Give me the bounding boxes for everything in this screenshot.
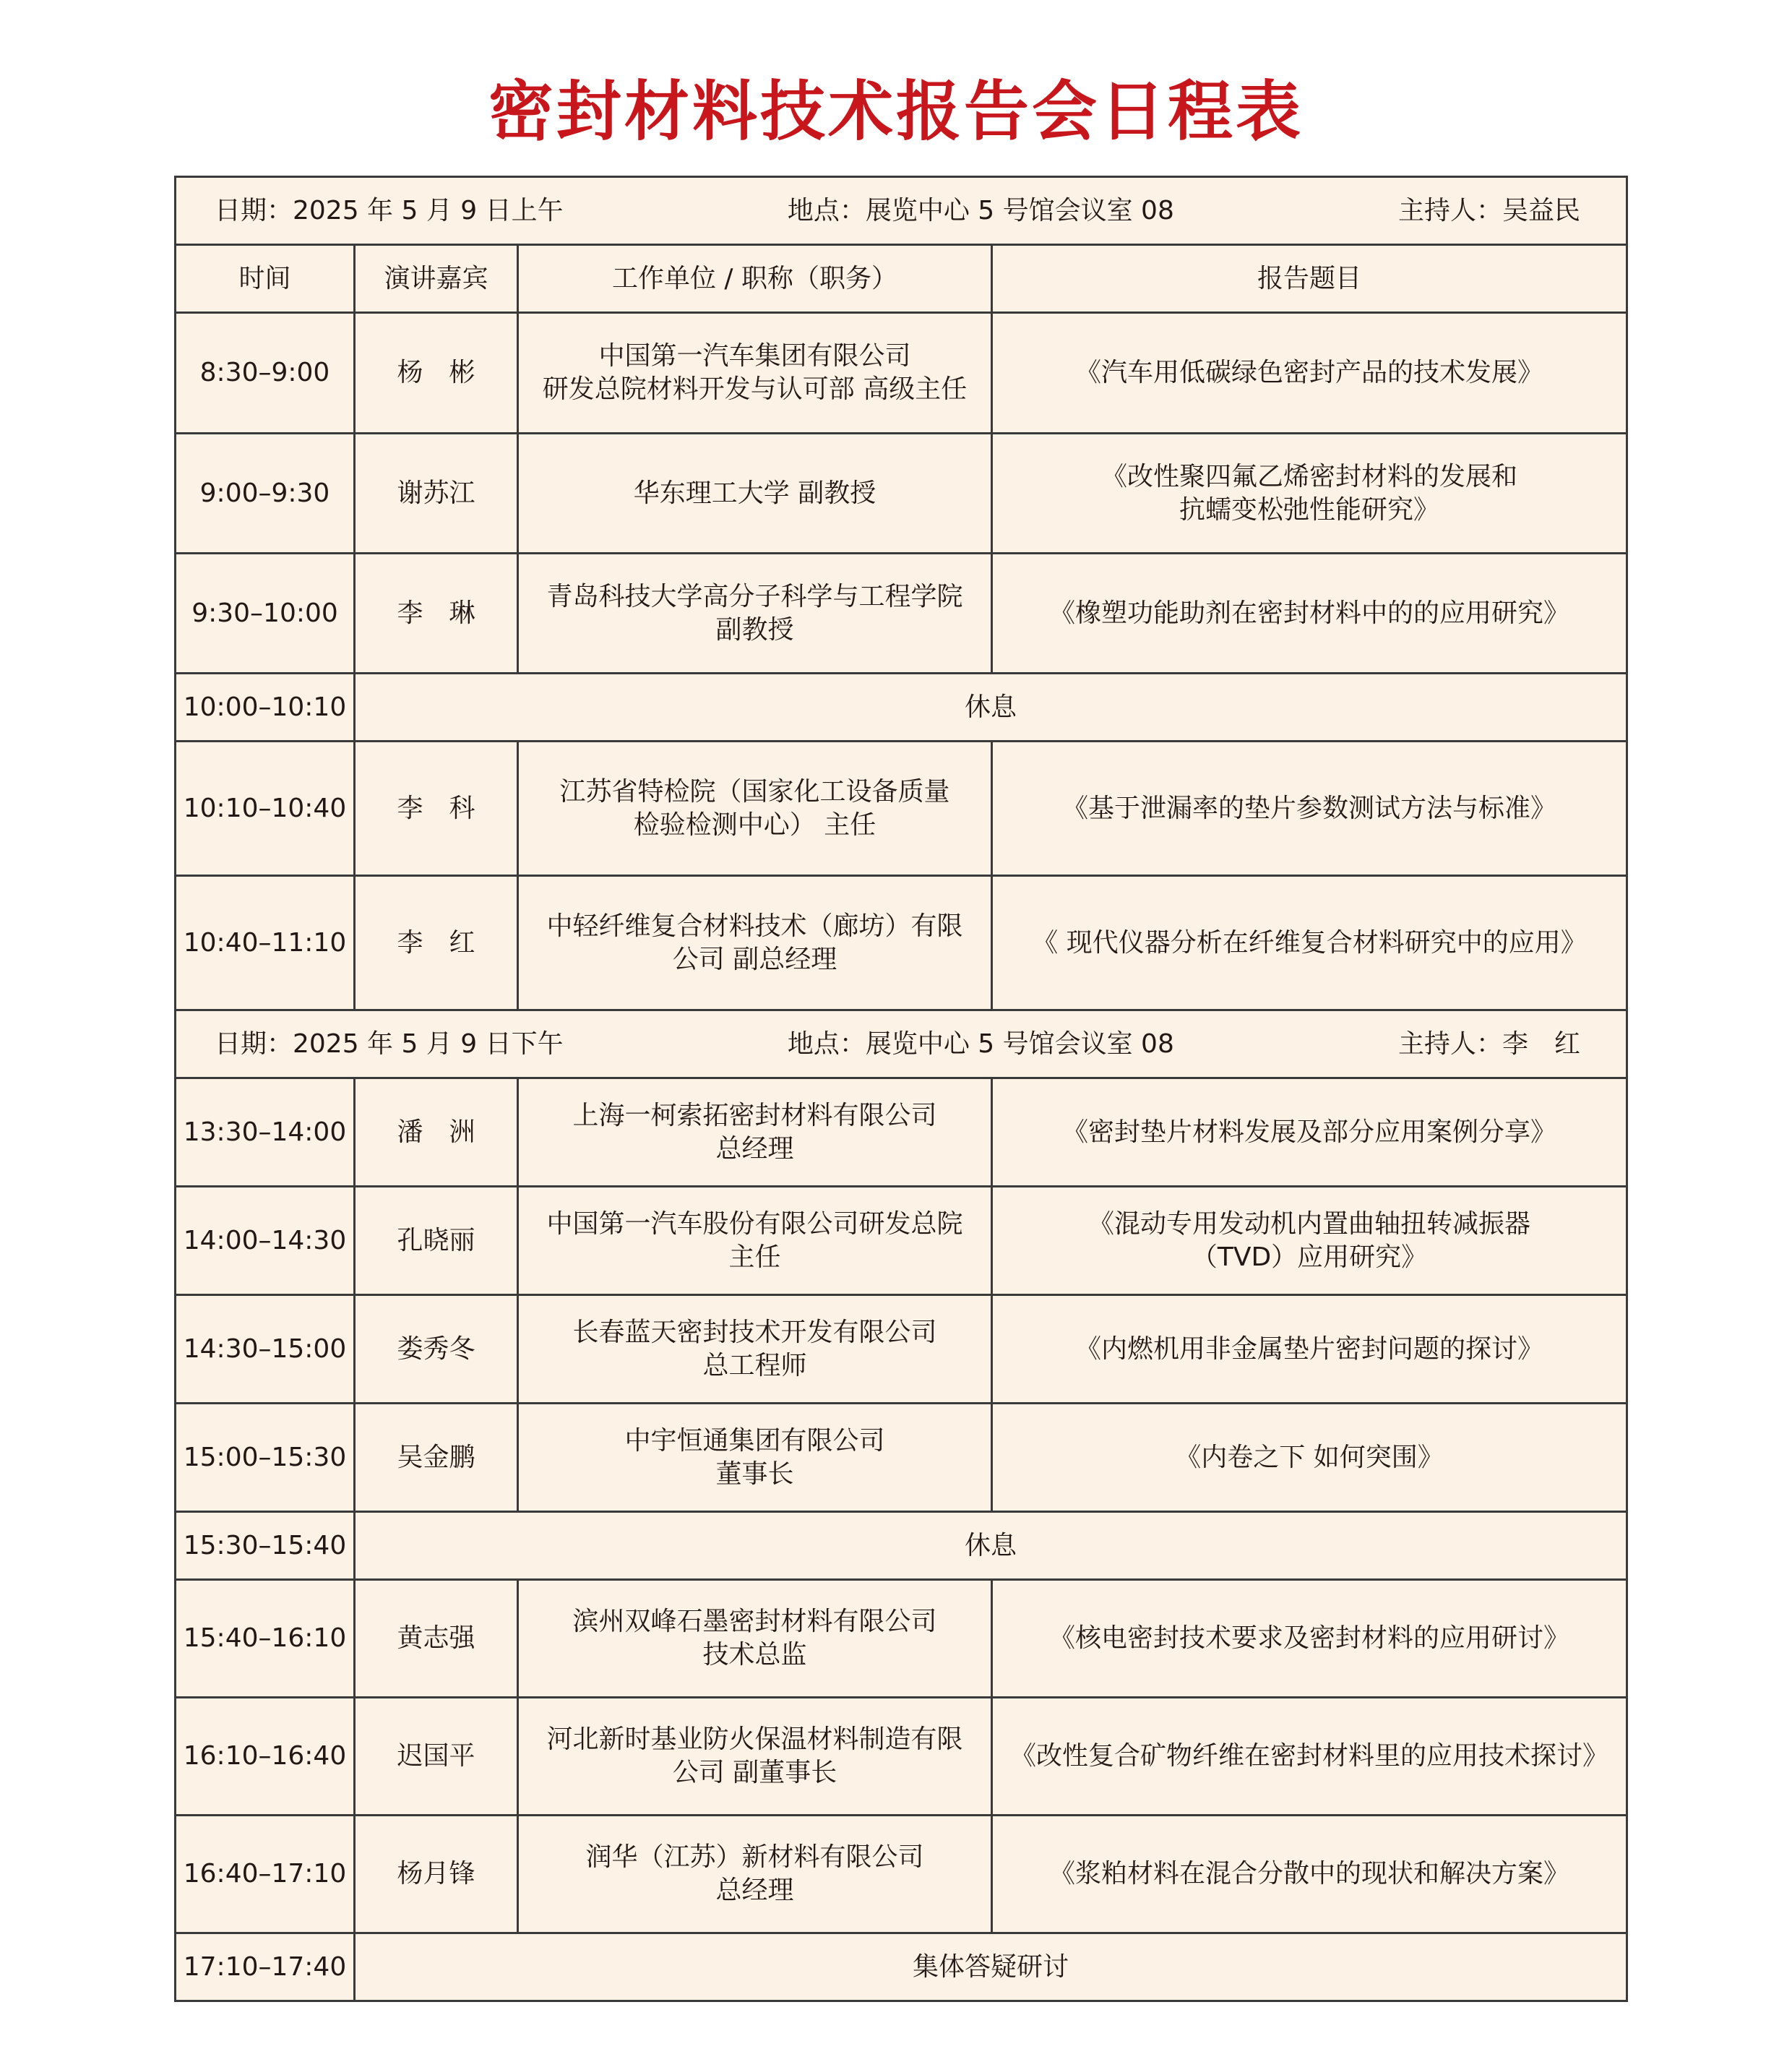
time-cell: 16:10–16:40 bbox=[176, 1698, 355, 1816]
time-cell: 14:30–15:00 bbox=[176, 1295, 355, 1404]
session-place: 地点：展览中心 5 号馆会议室 08 bbox=[787, 195, 1174, 225]
break-cell: 休息 bbox=[355, 674, 1627, 742]
topic-line: 《橡塑功能助剂在密封材料中的的应用研究》 bbox=[1049, 598, 1570, 628]
affiliation-line: 公司 副董事长 bbox=[672, 1758, 837, 1787]
affiliation-line: 研发总院材料开发与认可部 高级主任 bbox=[542, 374, 968, 404]
session-host: 主持人：李 红 bbox=[1398, 1028, 1581, 1059]
affiliation-line: 上海一柯索拓密封材料有限公司 bbox=[572, 1100, 937, 1130]
affiliation-cell bbox=[518, 1078, 992, 1187]
speaker-cell: 娄秀冬 bbox=[355, 1295, 518, 1404]
speaker-cell: 孔晓丽 bbox=[355, 1187, 518, 1295]
time-cell: 15:30–15:40 bbox=[176, 1512, 355, 1580]
affiliation-line: 滨州双峰石墨密封材料有限公司 bbox=[572, 1607, 937, 1636]
session-date: 日期：2025 年 5 月 9 日下午 bbox=[215, 1028, 564, 1059]
affiliation-line: 公司 副总经理 bbox=[672, 944, 837, 974]
affiliation-cell bbox=[518, 742, 992, 876]
session-place: 地点：展览中心 5 号馆会议室 08 bbox=[787, 1028, 1174, 1059]
affiliation-line: 总工程师 bbox=[702, 1350, 807, 1380]
affiliation-cell bbox=[518, 554, 992, 674]
break-row bbox=[176, 674, 1627, 742]
topic-cell bbox=[992, 1187, 1627, 1295]
affiliation-line: 中轻纤维复合材料技术（廊坊）有限 bbox=[546, 911, 963, 941]
affiliation-line: 润华（江苏）新材料有限公司 bbox=[585, 1842, 924, 1872]
time-cell: 13:30–14:00 bbox=[176, 1078, 355, 1187]
topic-line: 《内燃机用非金属垫片密封问题的探讨》 bbox=[1075, 1333, 1544, 1364]
table-row bbox=[176, 1078, 1627, 1187]
break-row bbox=[176, 1933, 1627, 2001]
table-row bbox=[176, 313, 1627, 434]
topic-line: 《 现代仪器分析在纤维复合材料研究中的应用》 bbox=[1032, 927, 1587, 958]
table-row bbox=[176, 1295, 1627, 1404]
affiliation-line: 河北新时基业防火保温材料制造有限 bbox=[546, 1724, 963, 1754]
time-cell: 9:00–9:30 bbox=[176, 434, 355, 554]
session-info-row bbox=[176, 177, 1627, 245]
table-row bbox=[176, 554, 1627, 674]
time-cell: 10:40–11:10 bbox=[176, 876, 355, 1010]
speaker-cell: 李 红 bbox=[355, 876, 518, 1010]
header-affiliation: 工作单位 / 职称（职务） bbox=[518, 245, 992, 313]
table-row bbox=[176, 876, 1627, 1010]
session-info bbox=[176, 1010, 1627, 1078]
speaker-cell: 李 琳 bbox=[355, 554, 518, 674]
discussion-cell: 集体答疑研讨 bbox=[355, 1933, 1627, 2001]
affiliation-line: 检验检测中心） 主任 bbox=[633, 809, 876, 840]
table-row bbox=[176, 1404, 1627, 1512]
speaker-cell: 李 科 bbox=[355, 742, 518, 876]
time-cell: 17:10–17:40 bbox=[176, 1933, 355, 2001]
affiliation-cell bbox=[518, 434, 992, 554]
time-cell: 14:00–14:30 bbox=[176, 1187, 355, 1295]
topic-cell bbox=[992, 434, 1627, 554]
affiliation-line: 江苏省特检院（国家化工设备质量 bbox=[559, 776, 950, 807]
topic-cell bbox=[992, 313, 1627, 434]
topic-line: 《核电密封技术要求及密封材料的应用研讨》 bbox=[1049, 1623, 1570, 1653]
table-row bbox=[176, 1698, 1627, 1816]
break-row bbox=[176, 1512, 1627, 1580]
topic-line: 《汽车用低碳绿色密封产品的技术发展》 bbox=[1075, 358, 1544, 387]
table-row bbox=[176, 1580, 1627, 1698]
topic-cell bbox=[992, 1078, 1627, 1187]
topic-cell bbox=[992, 1404, 1627, 1512]
time-cell: 15:00–15:30 bbox=[176, 1404, 355, 1512]
time-cell: 10:00–10:10 bbox=[176, 674, 355, 742]
session-host: 主持人：吴益民 bbox=[1398, 195, 1581, 225]
header-row bbox=[176, 245, 1627, 313]
topic-line: 《密封垫片材料发展及部分应用案例分享》 bbox=[1062, 1117, 1557, 1147]
affiliation-line: 副教授 bbox=[715, 614, 794, 645]
header-speaker: 演讲嘉宾 bbox=[355, 245, 518, 313]
speaker-cell: 杨 彬 bbox=[355, 313, 518, 434]
topic-line: 《内卷之下 如何突围》 bbox=[1175, 1442, 1444, 1472]
session-info bbox=[176, 177, 1627, 245]
topic-cell bbox=[992, 1698, 1627, 1816]
topic-line: 《基于泄漏率的垫片参数测试方法与标准》 bbox=[1062, 793, 1557, 823]
affiliation-line: 中国第一汽车股份有限公司研发总院 bbox=[546, 1208, 963, 1239]
affiliation-cell bbox=[518, 1187, 992, 1295]
topic-cell bbox=[992, 742, 1627, 876]
speaker-cell: 迟国平 bbox=[355, 1698, 518, 1816]
affiliation-cell bbox=[518, 313, 992, 434]
time-cell: 15:40–16:10 bbox=[176, 1580, 355, 1698]
affiliation-cell bbox=[518, 1816, 992, 1933]
topic-line: 《改性聚四氟乙烯密封材料的发展和 bbox=[1101, 461, 1518, 491]
affiliation-line: 中国第一汽车集团有限公司 bbox=[598, 341, 911, 371]
speaker-cell: 谢苏江 bbox=[355, 434, 518, 554]
speaker-cell: 吴金鹏 bbox=[355, 1404, 518, 1512]
topic-line: 《改性复合矿物纤维在密封材料里的应用技术探讨》 bbox=[1010, 1741, 1609, 1771]
affiliation-cell bbox=[518, 1698, 992, 1816]
affiliation-line: 董事长 bbox=[715, 1459, 794, 1489]
page-title: 密封材料技术报告会日程表 bbox=[488, 74, 1304, 150]
topic-cell bbox=[992, 1295, 1627, 1404]
session-info-row bbox=[176, 1010, 1627, 1078]
topic-line: 《浆粕材料在混合分散中的现状和解决方案》 bbox=[1049, 1859, 1570, 1889]
affiliation-line: 总经理 bbox=[715, 1876, 794, 1905]
topic-line: （TVD）应用研究》 bbox=[1191, 1242, 1428, 1272]
affiliation-line: 技术总监 bbox=[702, 1640, 807, 1670]
affiliation-line: 华东理工大学 副教授 bbox=[633, 478, 876, 508]
break-cell: 休息 bbox=[355, 1512, 1627, 1580]
affiliation-line: 长春蓝天密封技术开发有限公司 bbox=[572, 1317, 937, 1347]
header-time: 时间 bbox=[176, 245, 355, 313]
time-cell: 16:40–17:10 bbox=[176, 1816, 355, 1933]
topic-line: 《混动专用发动机内置曲轴扭转减振器 bbox=[1088, 1208, 1531, 1239]
topic-cell bbox=[992, 554, 1627, 674]
affiliation-line: 青岛科技大学高分子科学与工程学院 bbox=[546, 581, 963, 611]
session-date: 日期：2025 年 5 月 9 日上午 bbox=[215, 195, 564, 225]
speaker-cell: 黄志强 bbox=[355, 1580, 518, 1698]
affiliation-cell bbox=[518, 1404, 992, 1512]
header-topic: 报告题目 bbox=[992, 245, 1627, 313]
affiliation-line: 总经理 bbox=[715, 1133, 794, 1164]
table-row bbox=[176, 434, 1627, 554]
time-cell: 9:30–10:00 bbox=[176, 554, 355, 674]
speaker-cell: 潘 洲 bbox=[355, 1078, 518, 1187]
affiliation-cell bbox=[518, 1295, 992, 1404]
schedule-table bbox=[174, 176, 1628, 2002]
speaker-cell: 杨月锋 bbox=[355, 1816, 518, 1933]
topic-cell bbox=[992, 1816, 1627, 1933]
affiliation-cell bbox=[518, 1580, 992, 1698]
topic-cell bbox=[992, 876, 1627, 1010]
affiliation-line: 主任 bbox=[728, 1242, 781, 1272]
topic-cell bbox=[992, 1580, 1627, 1698]
affiliation-line: 中宇恒通集团有限公司 bbox=[624, 1425, 885, 1456]
topic-line: 抗蠕变松弛性能研究》 bbox=[1179, 494, 1440, 525]
table-row bbox=[176, 742, 1627, 876]
table-row bbox=[176, 1187, 1627, 1295]
affiliation-cell bbox=[518, 876, 992, 1010]
table-row bbox=[176, 1816, 1627, 1933]
time-cell: 10:10–10:40 bbox=[176, 742, 355, 876]
time-cell: 8:30–9:00 bbox=[176, 313, 355, 434]
